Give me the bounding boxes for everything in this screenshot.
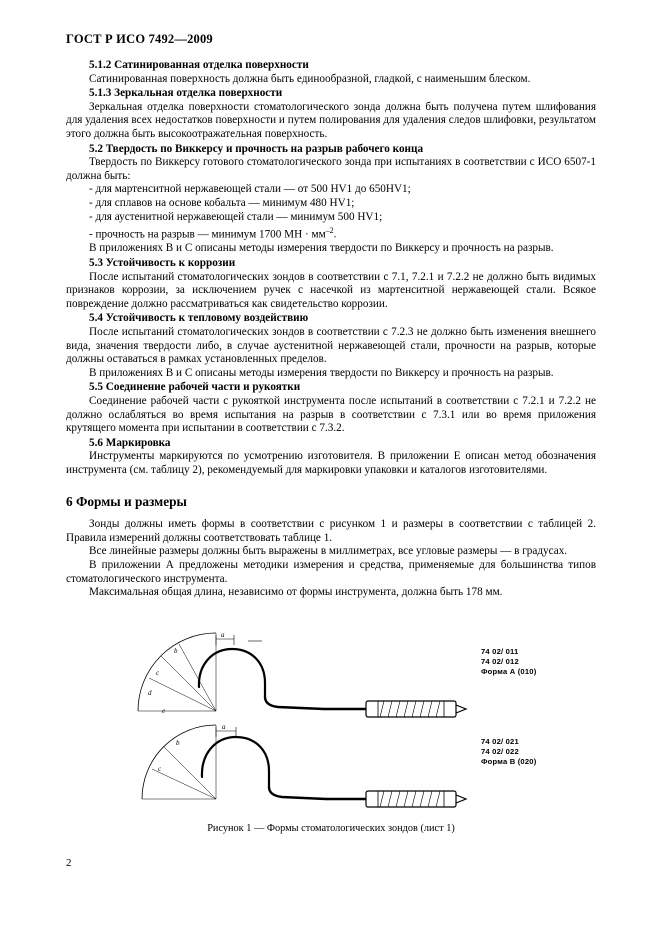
dimension-label-a1: a — [221, 631, 225, 639]
form-label: Форма В (020) — [481, 757, 537, 766]
page-header: ГОСТ Р ИСО 7492—2009 — [66, 32, 213, 46]
paragraph: Все линейные размеры должны быть выражены в миллиметрах, все угловые размеры — в градусах. — [89, 545, 568, 558]
form-label: Форма А (010) — [481, 667, 537, 676]
page-number: 2 — [66, 857, 72, 869]
section-heading-major: 6 Формы и размеры — [66, 493, 187, 509]
list-item-tensile — [66, 224, 596, 242]
list-item: - для мартенситной нержавеющей стали — от 500 HV1 до 650HV1; — [89, 183, 411, 196]
dimension-label-b1: b — [174, 647, 178, 655]
paragraph: В приложении А предложены методики измерения и средства, применяемые для большинства типов стоматологического инструмента. — [66, 558, 596, 585]
section-heading: 5.5 Соединение рабочей части и рукоятки — [89, 381, 301, 394]
list-item-tail: . — [333, 228, 337, 241]
dimension-label-a2: a — [222, 723, 226, 731]
paragraph: После испытаний стоматологических зондов в соответствии с 7.1, 7.2.1 и 7.2.2 не должно быть видимых признаков коррозии, за исключением ручек с насечкой из мартенситной нержавеющей стали. Всякое повреждение должно рассматриваться как свидетельство коррозии. — [66, 270, 596, 310]
list-item: - для сплавов на основе кобальта — минимум 480 HV1; — [89, 196, 355, 209]
paragraph: В приложениях В и С описаны методы измерения твердости по Виккерсу и прочность на разрыв. — [89, 366, 554, 379]
figure-code-bottom — [481, 737, 536, 767]
code-line: 74 02/ 011 — [481, 647, 519, 656]
probe-form-a — [138, 633, 466, 717]
paragraph: Твердость по Виккерсу готового стоматологического зонда при испытаниях в соответствии с ИСО 6507-1 должна быть: — [66, 156, 596, 182]
code-line: 74 02/ 012 — [481, 657, 519, 666]
dimension-label-c2: c — [158, 765, 162, 773]
superscript-exponent: –2 — [325, 226, 334, 236]
section-5-6 — [66, 437, 596, 478]
paragraph: Зонды должны иметь формы в соответствии с рисунком 1 и размеры в соответствии с таблицей 2. Правила измерений должны соответствовать таблице 1. — [66, 518, 596, 544]
figure-caption: Рисунок 1 — Формы стоматологических зондов (лист 1) — [207, 823, 455, 834]
section-5-1-2 — [66, 59, 596, 86]
paragraph: Зеркальная отделка поверхности стоматологического зонда должна быть получена путем шлифования для удаления всех недостатков поверхности и путем полирования для удаления следов шлифовки, результатом этого должна быть высокоотражательная поверхность. — [66, 100, 596, 140]
dimension-label-b2: b — [176, 739, 180, 747]
dimension-label-c1: c — [156, 669, 160, 677]
probe-form-b — [142, 725, 466, 807]
paragraph: Инструменты маркируются по усмотрению изготовителя. В приложении Е описан метод обозначения инструмента (см. таблицу 2), рекомендуемый для маркировки упаковки и каталогов изготовителями. — [66, 450, 596, 476]
document-body — [66, 58, 596, 600]
figure-code-top — [481, 647, 536, 677]
dimension-label-e1: e — [162, 707, 166, 715]
section-heading: 5.2 Твердость по Виккерсу и прочность на разрыв рабочего конца — [89, 142, 424, 155]
paragraph: В приложениях В и С описаны методы измерения твердости по Виккерсу и прочность на разрыв. — [89, 242, 554, 255]
section-5-4 — [66, 312, 596, 380]
paragraph: После испытаний стоматологических зондов в соответствии с 7.2.3 не должно быть изменения внешнего вида, значения твердости либо, в случае аустенитной нержавеющей стали, прочности на разрыв, которые должны оставаться в рамках установленных пределов. — [66, 326, 596, 366]
paragraph: Максимальная общая длина, независимо от формы инструмента, должна быть 178 мм. — [89, 586, 503, 599]
section-heading: 5.1.3 Зеркальная отделка поверхности — [89, 87, 283, 100]
paragraph: Соединение рабочей части с рукояткой инструмента после испытаний в соответствии с 7.2.1 и 7.2.2 не должно ослабляться во время испытания на разрыв в соответствии с 7.3.1 или во время приложения крутящего момента при испытании в соответствии с 7.3.2. — [66, 394, 596, 435]
code-line: 74 02/ 021 — [481, 737, 519, 746]
section-5-2 — [66, 143, 596, 256]
list-item: - для аустенитной нержавеющей стали — минимум 500 HV1; — [89, 210, 383, 223]
section-5-5 — [66, 381, 596, 435]
section-heading: 5.1.2 Сатинированная отделка поверхности — [89, 59, 309, 71]
paragraph: Сатинированная поверхность должна быть единообразной, гладкой, с наименьшим блеском. — [89, 72, 531, 85]
section-heading: 5.3 Устойчивость к коррозии — [89, 257, 236, 270]
section-heading: 5.4 Устойчивость к тепловому воздействию — [89, 312, 309, 325]
code-line: 74 02/ 022 — [481, 747, 519, 756]
section-6 — [66, 495, 596, 600]
section-heading: 5.6 Маркировка — [89, 436, 171, 449]
list-item-text: - прочность на разрыв — минимум 1700 МН · мм — [89, 228, 326, 241]
section-5-1-3 — [66, 87, 596, 141]
dimension-label-d1: d — [148, 689, 152, 697]
section-5-3 — [66, 257, 596, 311]
figure-1 — [66, 625, 596, 840]
